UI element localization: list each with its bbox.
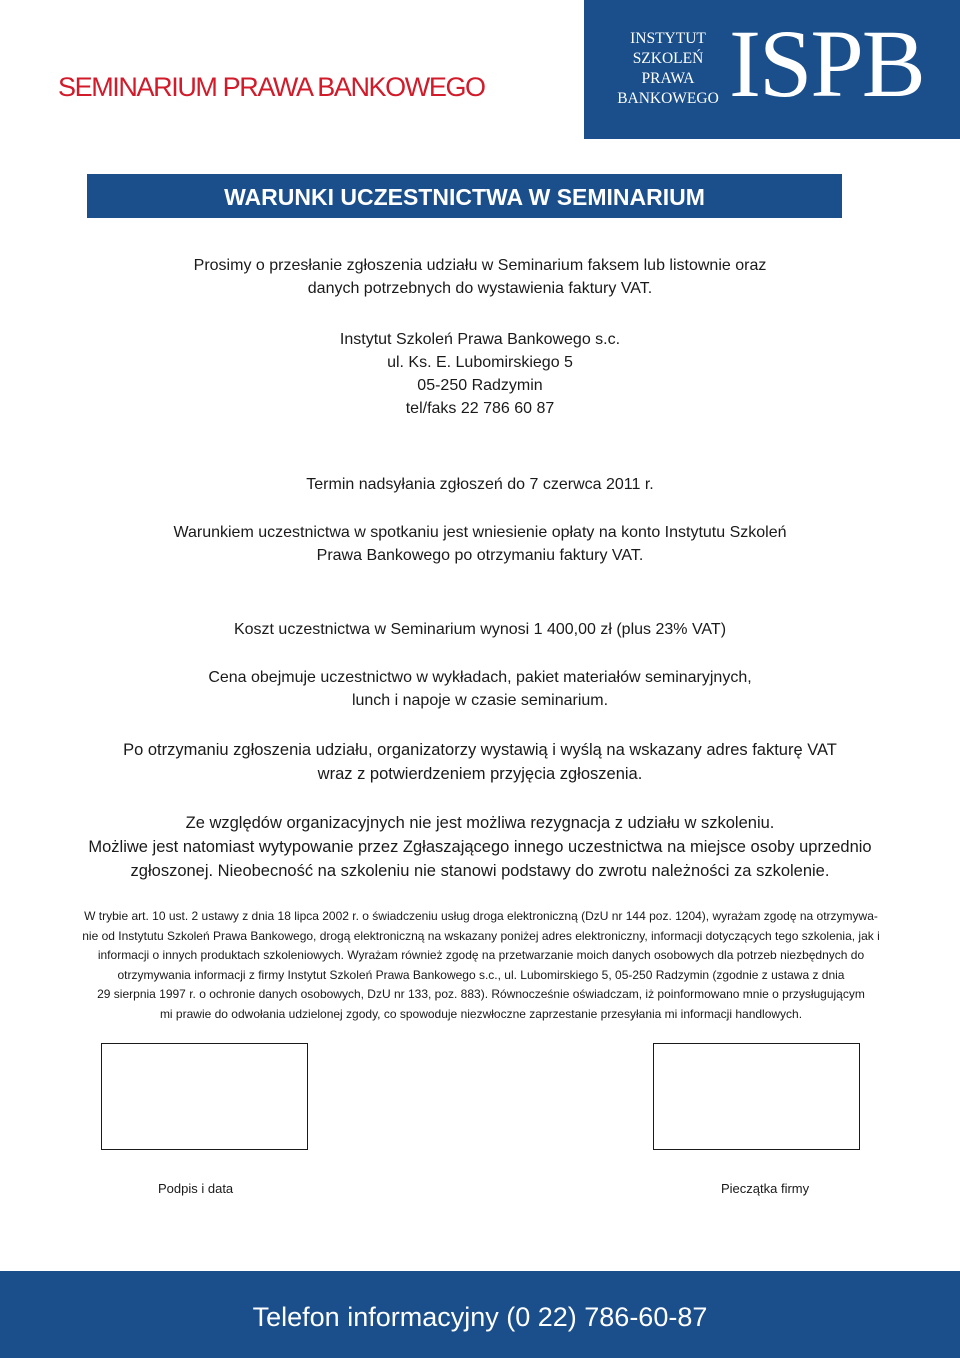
payment-line: Warunkiem uczestnictwa w spotkaniu jest wniesienie opłaty na konto Instytutu Szkoleń — [173, 524, 787, 541]
address-line: 05-250 Radzymin — [417, 377, 543, 394]
consent-line: informacji o innych produktach szkoleniowych. Wyrażam również zgodę na przetwarzanie moich danych osobowych dla potrzeb niezbędnych do — [97, 948, 865, 963]
invoice-line: Po otrzymaniu zgłoszenia udziału, organizatorzy wystawią i wyślą na wskazany adres fakturę VAT — [123, 741, 837, 759]
consent-clause — [52, 907, 910, 1025]
payment-line: Prawa Bankowego po otrzymaniu faktury VAT. — [316, 547, 644, 564]
cancellation-line: Ze względów organizacyjnych nie jest możliwa rezygnacja z udziału w szkoleniu. — [185, 814, 775, 832]
stamp-box[interactable] — [653, 1043, 860, 1150]
address-line: Instytut Szkoleń Prawa Bankowego s.c. — [339, 331, 621, 348]
ispb-logo — [584, 0, 960, 139]
intro-line: Prosimy o przesłanie zgłoszenia udziału w Seminarium faksem lub listownie oraz — [193, 257, 767, 274]
logo-word: BANKOWEGO — [617, 90, 719, 107]
cancellation-line: Możliwe jest natomiast wytypowanie przez Zgłaszającego innego uczestnictwa na miejsce osoby uprzednio — [88, 838, 872, 856]
invoice-line: wraz z potwierdzeniem przyjęcia zgłoszenia. — [317, 765, 643, 783]
signature-label: Podpis i data — [158, 1181, 234, 1196]
consent-line: W trybie art. 10 ust. 2 ustawy z dnia 18 lipca 2002 r. o świadczeniu usług droga elektroniczną (DzU nr 144 poz. 1204), wyrażam zgodę na otrzymywa- — [84, 909, 878, 923]
intro-line: danych potrzebnych do wystawienia faktury VAT. — [307, 280, 653, 297]
price-includes-line: lunch i napoje w czasie seminarium. — [351, 692, 609, 709]
cost-text — [0, 618, 960, 641]
address-line: tel/faks 22 786 60 87 — [405, 400, 555, 417]
address-line: ul. Ks. E. Lubomirskiego 5 — [387, 354, 573, 371]
logo-word: SZKOLEŃ — [632, 50, 704, 67]
payment-paragraph — [0, 521, 960, 567]
cost-line: Koszt uczestnictwa w Seminarium wynosi 1 400,00 zł (plus 23% VAT) — [233, 621, 727, 638]
stamp-label: Pieczątka firmy — [721, 1181, 810, 1196]
page-title: SEMINARIUM PRAWA BANKOWEGO — [58, 72, 485, 102]
price-includes-paragraph — [0, 666, 960, 712]
address-block — [0, 328, 960, 420]
logo-word: INSTYTUT — [630, 30, 706, 47]
consent-line: mi prawie do odwołania udzielonej zgody, co spowoduje niezwłoczne zaprzestanie przesyłania mi informacji handlowych. — [159, 1006, 803, 1021]
consent-line: 29 sierpnia 1997 r. o ochronie danych osobowych, DzU nr 133, poz. 883). Równocześnie oświadczam, iż poinformowano mnie o przysługującym — [97, 987, 865, 1002]
logo-words — [610, 29, 726, 109]
invoice-paragraph — [0, 738, 960, 786]
section-title: WARUNKI UCZESTNICTWA W SEMINARIUM — [87, 174, 842, 218]
intro-paragraph — [0, 254, 960, 300]
logo-word: PRAWA — [641, 70, 695, 87]
footer-phone: Telefon informacyjny (0 22) 786-60-87 — [252, 1302, 708, 1332]
cancellation-line: zgłoszonej. Nieobecność na szkoleniu nie stanowi podstawy do zwrotu należności za szkolenie. — [130, 862, 830, 880]
footer-bar — [0, 1271, 960, 1358]
deadline-line: Termin nadsyłania zgłoszeń do 7 czerwca 2011 r. — [306, 476, 654, 493]
signature-box[interactable] — [101, 1043, 308, 1150]
consent-line: nie od Instytutu Szkoleń Prawa Bankowego, drogą elektroniczną na wskazany poniżej adres elektroniczny, informacji dotyczących tego szkolenia, jak i — [82, 928, 880, 943]
cancellation-paragraph — [0, 811, 960, 883]
consent-line: otrzymywania informacji z firmy Instytut Szkoleń Prawa Bankowego s.c., ul. Lubomirskiego 5, 05-250 Radzymin (zgodnie z ustawa z dnia — [117, 967, 845, 982]
deadline-text — [0, 473, 960, 496]
logo-mark: ISPB — [729, 10, 924, 117]
price-includes-line: Cena obejmuje uczestnictwo w wykładach, pakiet materiałów seminaryjnych, — [208, 669, 752, 686]
